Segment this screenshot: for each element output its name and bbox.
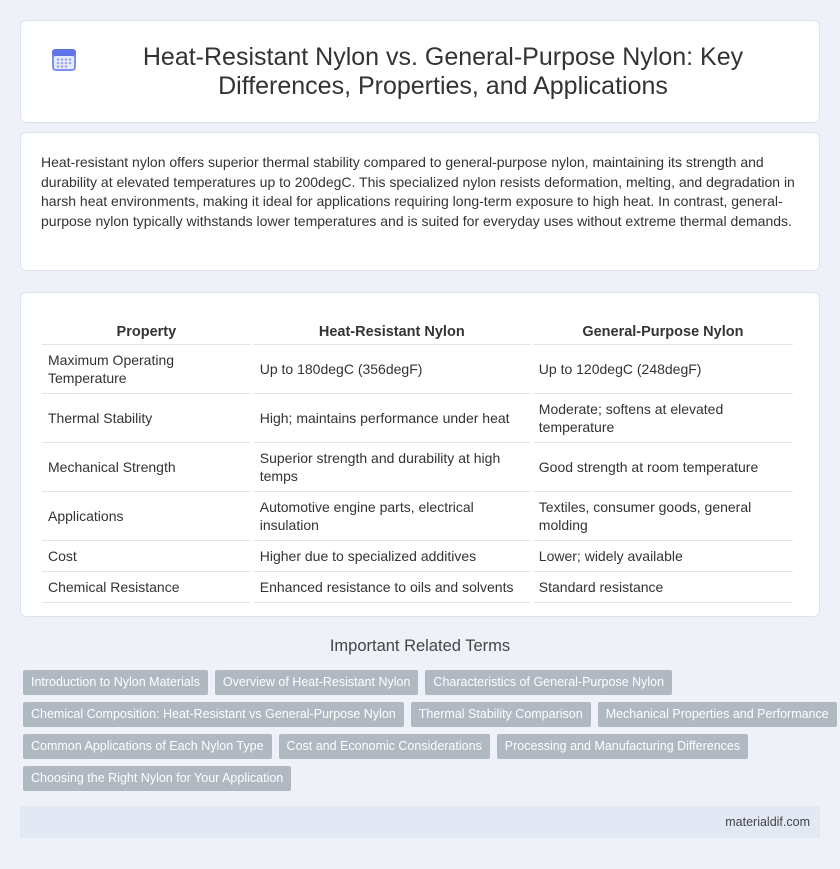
table-row	[42, 572, 793, 603]
intro-card	[20, 132, 820, 271]
comparison-table-card	[20, 292, 820, 617]
table-cell: Lower; widely available	[533, 541, 793, 572]
related-term-tag[interactable]: Characteristics of General-Purpose Nylon	[425, 670, 672, 695]
table-cell: Up to 120degC (248degF)	[533, 345, 793, 394]
header-card	[20, 20, 820, 123]
table-row	[42, 443, 793, 492]
table-cell: Maximum Operating Temperature	[42, 345, 251, 394]
table-row	[42, 492, 793, 541]
table-cell: Cost	[42, 541, 251, 572]
table-cell: Automotive engine parts, electrical insulation	[254, 492, 530, 541]
related-term-tag[interactable]: Overview of Heat-Resistant Nylon	[215, 670, 419, 695]
table-cell: Good strength at room temperature	[533, 443, 793, 492]
page-title: Heat-Resistant Nylon vs. General-Purpose Nylon: Key Differences, Properties, and Applications	[142, 42, 744, 100]
related-term-tag[interactable]: Mechanical Properties and Performance	[598, 702, 837, 727]
table-cell: Thermal Stability	[42, 394, 251, 443]
table-header-cell: Heat-Resistant Nylon	[254, 313, 530, 345]
table-cell: Chemical Resistance	[42, 572, 251, 603]
table-row	[42, 541, 793, 572]
table-header-row	[42, 313, 793, 345]
related-term-tag[interactable]: Cost and Economic Considerations	[279, 734, 490, 759]
related-terms-list	[23, 670, 829, 798]
table-cell: Up to 180degC (356degF)	[254, 345, 530, 394]
table-header-cell: General-Purpose Nylon	[533, 313, 793, 345]
table-cell: Standard resistance	[533, 572, 793, 603]
table-cell: Superior strength and durability at high temps	[254, 443, 530, 492]
table-cell: Applications	[42, 492, 251, 541]
footer-site-link[interactable]: materialdif.com	[725, 815, 810, 829]
table-header-cell: Property	[42, 313, 251, 345]
related-term-tag[interactable]: Thermal Stability Comparison	[411, 702, 591, 727]
table-cell: Textiles, consumer goods, general molding	[533, 492, 793, 541]
table-cell: Enhanced resistance to oils and solvents	[254, 572, 530, 603]
related-term-tag[interactable]: Chemical Composition: Heat-Resistant vs General-Purpose Nylon	[23, 702, 404, 727]
calendar-grid-icon	[51, 47, 77, 73]
related-terms-title: Important Related Terms	[329, 637, 511, 655]
table-cell: Moderate; softens at elevated temperature	[533, 394, 793, 443]
related-term-tag[interactable]: Introduction to Nylon Materials	[23, 670, 208, 695]
related-term-tag[interactable]: Common Applications of Each Nylon Type	[23, 734, 272, 759]
table-cell: Higher due to specialized additives	[254, 541, 530, 572]
intro-text: Heat-resistant nylon offers superior thermal stability compared to general-purpose nylon, maintaining its strength and durability at elevated temperatures up to 200degC. This specialized nylon resists deformation, melting, and degradation in harsh heat environments, making it ideal for applications requiring long-term exposure to high heat. In contrast, general-purpose nylon typically withstands lower temperatures and is suited for everyday uses without extreme thermal demands.	[41, 154, 795, 229]
table-row	[42, 345, 793, 394]
table-row	[42, 394, 793, 443]
comparison-table	[39, 313, 796, 603]
table-cell: Mechanical Strength	[42, 443, 251, 492]
related-term-tag[interactable]: Processing and Manufacturing Differences	[497, 734, 748, 759]
related-term-tag[interactable]: Choosing the Right Nylon for Your Application	[23, 766, 291, 791]
footer	[20, 806, 820, 838]
table-cell: High; maintains performance under heat	[254, 394, 530, 443]
